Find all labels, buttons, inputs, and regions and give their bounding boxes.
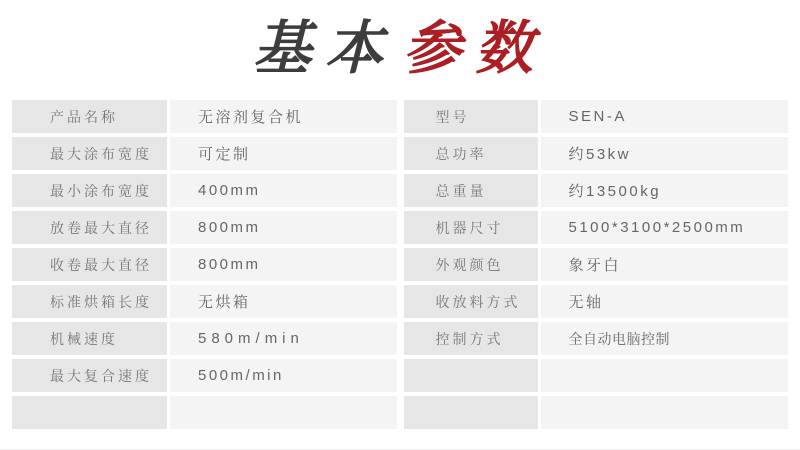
spec-value-cell: 5100*3100*2500mm [541,211,789,244]
spec-label-cell: 产品名称 [12,100,167,133]
spec-row [404,285,789,318]
spec-label-cell: 机器尺寸 [404,211,538,244]
spec-row [12,359,397,392]
spec-value-cell: 800mm [170,211,397,244]
spec-table-right-column [404,100,789,429]
spec-value-cell: 500m/min [170,359,397,392]
spec-value-cell: SEN-A [541,100,789,133]
spec-row [404,100,789,133]
spec-row [404,322,789,355]
spec-label-cell [12,396,167,429]
spec-value-cell: 800mm [170,248,397,281]
spec-value-cell: 400mm [170,174,397,207]
spec-row [12,100,397,133]
spec-label-cell: 控制方式 [404,322,538,355]
spec-label-cell: 最大涂布宽度 [12,137,167,170]
spec-value-cell: 全自动电脑控制 [541,322,789,355]
spec-label-cell: 最大复合速度 [12,359,167,392]
spec-value-cell: 无烘箱 [170,285,397,318]
spec-label-cell: 标准烘箱长度 [12,285,167,318]
spec-row [12,137,397,170]
spec-label-cell: 机械速度 [12,322,167,355]
spec-label-cell: 收卷最大直径 [12,248,167,281]
spec-label-cell: 总重量 [404,174,538,207]
spec-value-cell: 象牙白 [541,248,789,281]
spec-value-cell [541,359,789,392]
spec-row [12,285,397,318]
spec-label-cell: 型号 [404,100,538,133]
spec-table [12,100,788,429]
spec-value-cell: 580m/min [170,322,397,355]
spec-row [404,248,789,281]
spec-value-cell: 无溶剂复合机 [170,100,397,133]
page-title-red-part: 参数 [403,14,548,82]
spec-label-cell: 外观颜色 [404,248,538,281]
spec-row [12,248,397,281]
spec-label-cell: 放卷最大直径 [12,211,167,244]
spec-label-cell [404,359,538,392]
spec-value-cell: 无轴 [541,285,789,318]
spec-row-empty [404,396,789,429]
spec-value-cell: 约53kw [541,137,789,170]
spec-row [404,211,789,244]
spec-row [12,322,397,355]
spec-value-cell: 可定制 [170,137,397,170]
spec-row [404,137,789,170]
spec-value-cell [541,396,789,429]
page-title [0,4,800,96]
spec-value-cell: 约13500kg [541,174,789,207]
spec-label-cell: 总功率 [404,137,538,170]
spec-row-empty [12,396,397,429]
page-title-black-part: 基本 [252,14,397,82]
spec-row [404,174,789,207]
spec-row [12,174,397,207]
spec-label-cell: 收放料方式 [404,285,538,318]
spec-value-cell [170,396,397,429]
spec-label-cell: 最小涂布宽度 [12,174,167,207]
spec-row [12,211,397,244]
spec-label-cell [404,396,538,429]
spec-row-empty [404,359,789,392]
spec-table-left-column [12,100,397,429]
